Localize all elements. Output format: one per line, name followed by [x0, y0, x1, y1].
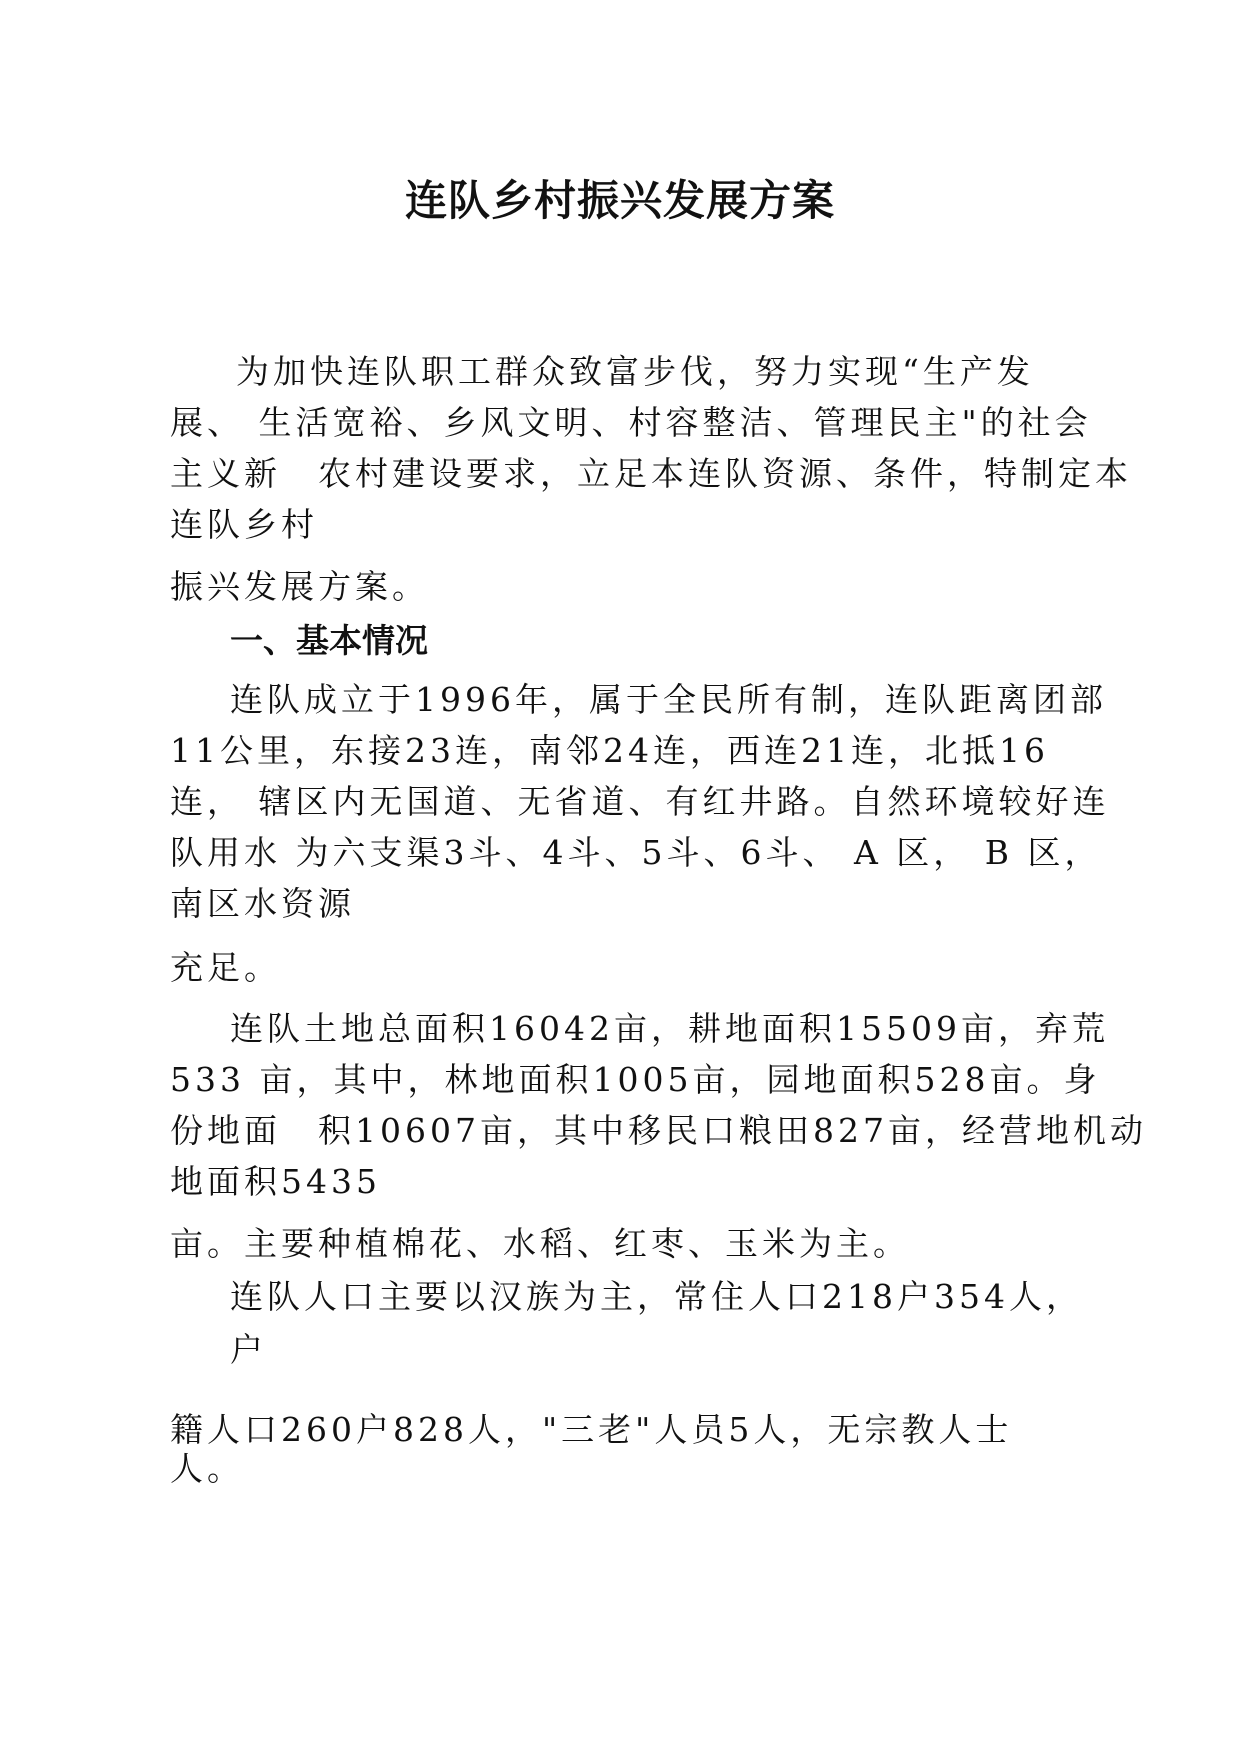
intro-line-5: 振兴发展方案。	[170, 567, 429, 606]
document-title: 连队乡村振兴发展方案	[404, 176, 835, 225]
para1-line-3: 连， 辖区内无国道、无省道、有红井路。自然环境较好连	[170, 782, 1110, 821]
para2-line-4: 地面积5435	[170, 1162, 381, 1201]
para2-line-1: 连队土地总面积16042亩，耕地面积15509亩，弃荒	[230, 1009, 1109, 1048]
para2-line-3: 份地面 积10607亩，其中移民口粮田827亩，经营地机动	[170, 1111, 1147, 1150]
intro-line-3: 主义新 农村建设要求，立足本连队资源、条件，特制定本	[170, 454, 1132, 493]
intro-line-4: 连队乡村	[170, 505, 318, 544]
para1-line-2: 11公里，东接23连，南邻24连，西连21连，北抵16	[170, 731, 1049, 770]
intro-line-2: 展、 生活宽裕、乡风文明、村容整洁、管理民主"的社会	[170, 403, 1092, 442]
para2-line-2: 533 亩，其中，林地面积1005亩，园地面积528亩。身	[170, 1060, 1101, 1099]
para3-line-3: 籍人口260户828人，"三老"人员5人，无宗教人士	[170, 1410, 1013, 1449]
section-heading-basic-info: 一、基本情况	[230, 621, 428, 660]
para1-line-1: 连队成立于1996年，属于全民所有制，连队距离团部	[230, 680, 1107, 719]
para3-line-4: 人。	[170, 1449, 244, 1488]
para1-line-5: 南区水资源	[170, 884, 355, 923]
para2-line-5: 亩。主要种植棉花、水稻、红枣、玉米为主。	[170, 1224, 910, 1263]
para1-line-6: 充足。	[170, 948, 281, 987]
para3-line-2: 户	[230, 1330, 267, 1369]
para1-line-4: 队用水 为六支渠3斗、4斗、5斗、6斗、 A 区， B 区，	[170, 833, 1102, 872]
para3-line-1: 连队人口主要以汉族为主，常住人口218户354人，	[230, 1277, 1083, 1316]
intro-line-1: 为加快连队职工群众致富步伐，努力实现“生产发	[236, 352, 1034, 391]
